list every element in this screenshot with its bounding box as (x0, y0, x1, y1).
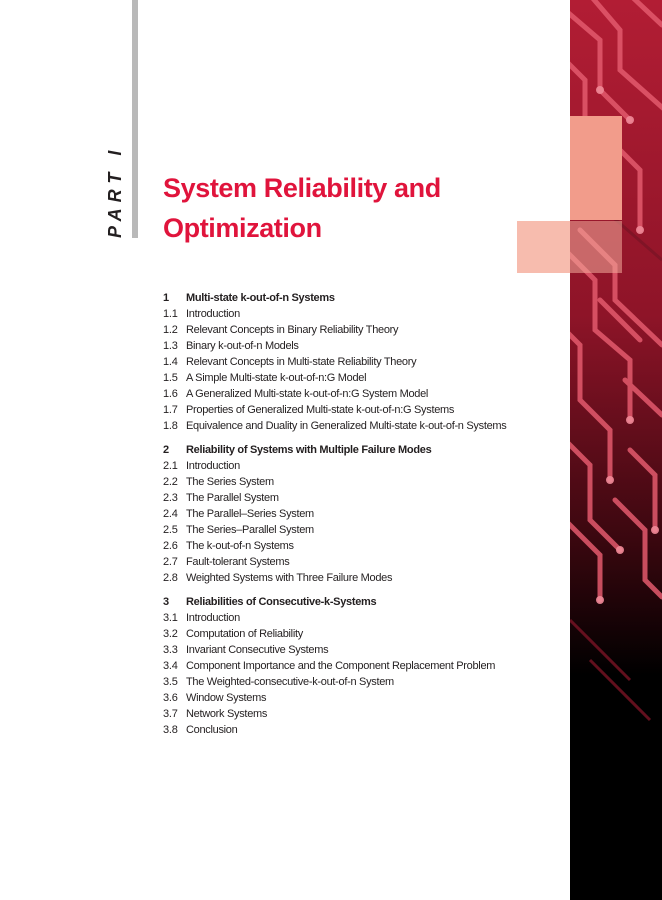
section-title: The Parallel–Series System (186, 508, 314, 520)
toc-entry[interactable] (163, 354, 563, 370)
section-title: The k-out-of-n Systems (186, 540, 294, 552)
part-title: System Reliability and Optimization (163, 173, 441, 243)
section-title: Conclusion (186, 724, 238, 736)
table-of-contents (163, 290, 563, 746)
section-number: 3.4 (163, 660, 178, 672)
toc-entry[interactable] (163, 474, 563, 490)
toc-entry[interactable] (163, 490, 563, 506)
section-number: 2.8 (163, 572, 178, 584)
toc-entry[interactable] (163, 386, 563, 402)
section-title: Window Systems (186, 692, 267, 704)
toc-entry[interactable] (163, 570, 563, 586)
section-number: 3.1 (163, 612, 178, 624)
section-number: 2.3 (163, 492, 178, 504)
section-title: Computation of Reliability (186, 628, 303, 640)
toc-entry[interactable] (163, 338, 563, 354)
toc-entry[interactable] (163, 306, 563, 322)
section-number: 1.2 (163, 324, 178, 336)
section-number: 1.4 (163, 356, 178, 368)
section-title: A Simple Multi-state k-out-of-n:G Model (186, 372, 367, 384)
section-title: A Generalized Multi-state k-out-of-n:G System Model (186, 388, 429, 400)
chapter-1 (163, 290, 563, 434)
chapter-title: Reliabilities of Consecutive-k-Systems (186, 596, 377, 608)
section-number: 2.2 (163, 476, 178, 488)
toc-entry[interactable] (163, 642, 563, 658)
section-number: 1.1 (163, 308, 178, 320)
chapter-number: 1 (163, 292, 169, 304)
part-label: PART I (105, 144, 125, 238)
section-title: The Series–Parallel System (186, 524, 314, 536)
chapter-title: Reliability of Systems with Multiple Failure Modes (186, 444, 432, 456)
section-number: 3.3 (163, 644, 178, 656)
section-title: Weighted Systems with Three Failure Modes (186, 572, 393, 584)
section-number: 1.6 (163, 388, 178, 400)
section-title: Invariant Consecutive Systems (186, 644, 329, 656)
section-title: Properties of Generalized Multi-state k-out-of-n:G Systems (186, 404, 455, 416)
toc-entry[interactable] (163, 322, 563, 338)
section-number: 2.6 (163, 540, 178, 552)
section-number: 2.7 (163, 556, 178, 568)
section-number: 3.8 (163, 724, 178, 736)
section-title: Introduction (186, 308, 240, 320)
section-number: 2.5 (163, 524, 178, 536)
section-title: Binary k-out-of-n Models (186, 340, 299, 352)
section-number: 3.6 (163, 692, 178, 704)
section-number: 2.4 (163, 508, 178, 520)
chapter-number: 2 (163, 444, 169, 456)
section-title: Equivalence and Duality in Generalized Multi-state k-out-of-n Systems (186, 420, 507, 432)
section-number: 1.5 (163, 372, 178, 384)
chapter-heading[interactable] (163, 442, 563, 458)
accent-square-overlay (570, 221, 622, 273)
section-number: 1.7 (163, 404, 178, 416)
toc-entry[interactable] (163, 690, 563, 706)
section-number: 3.7 (163, 708, 178, 720)
toc-entry[interactable] (163, 706, 563, 722)
section-number: 2.1 (163, 460, 178, 472)
section-number: 3.2 (163, 628, 178, 640)
section-title: Component Importance and the Component Replacement Problem (186, 660, 496, 672)
section-title: The Parallel System (186, 492, 279, 504)
section-title: Introduction (186, 612, 240, 624)
toc-entry[interactable] (163, 458, 563, 474)
toc-entry[interactable] (163, 610, 563, 626)
toc-entry[interactable] (163, 538, 563, 554)
accent-square-middle (517, 221, 570, 273)
section-title: Relevant Concepts in Binary Reliability Theory (186, 324, 399, 336)
section-title: Relevant Concepts in Multi-state Reliability Theory (186, 356, 417, 368)
section-number: 1.3 (163, 340, 178, 352)
chapter-heading[interactable] (163, 594, 563, 610)
toc-entry[interactable] (163, 506, 563, 522)
chapter-heading[interactable] (163, 290, 563, 306)
section-title: The Series System (186, 476, 274, 488)
chapter-3 (163, 594, 563, 738)
section-title: Fault-tolerant Systems (186, 556, 290, 568)
accent-square-top (570, 116, 622, 220)
toc-entry[interactable] (163, 554, 563, 570)
section-title: Introduction (186, 460, 240, 472)
toc-entry[interactable] (163, 418, 563, 434)
chapter-2 (163, 442, 563, 586)
toc-entry[interactable] (163, 370, 563, 386)
toc-entry[interactable] (163, 522, 563, 538)
toc-entry[interactable] (163, 402, 563, 418)
section-number: 1.8 (163, 420, 178, 432)
section-title: The Weighted-consecutive-k-out-of-n System (186, 676, 394, 688)
toc-entry[interactable] (163, 626, 563, 642)
section-number: 3.5 (163, 676, 178, 688)
chapter-number: 3 (163, 596, 169, 608)
toc-entry[interactable] (163, 722, 563, 738)
chapter-title: Multi-state k-out-of-n Systems (186, 292, 335, 304)
vertical-rule (132, 0, 138, 238)
section-title: Network Systems (186, 708, 268, 720)
toc-entry[interactable] (163, 674, 563, 690)
toc-entry[interactable] (163, 658, 563, 674)
